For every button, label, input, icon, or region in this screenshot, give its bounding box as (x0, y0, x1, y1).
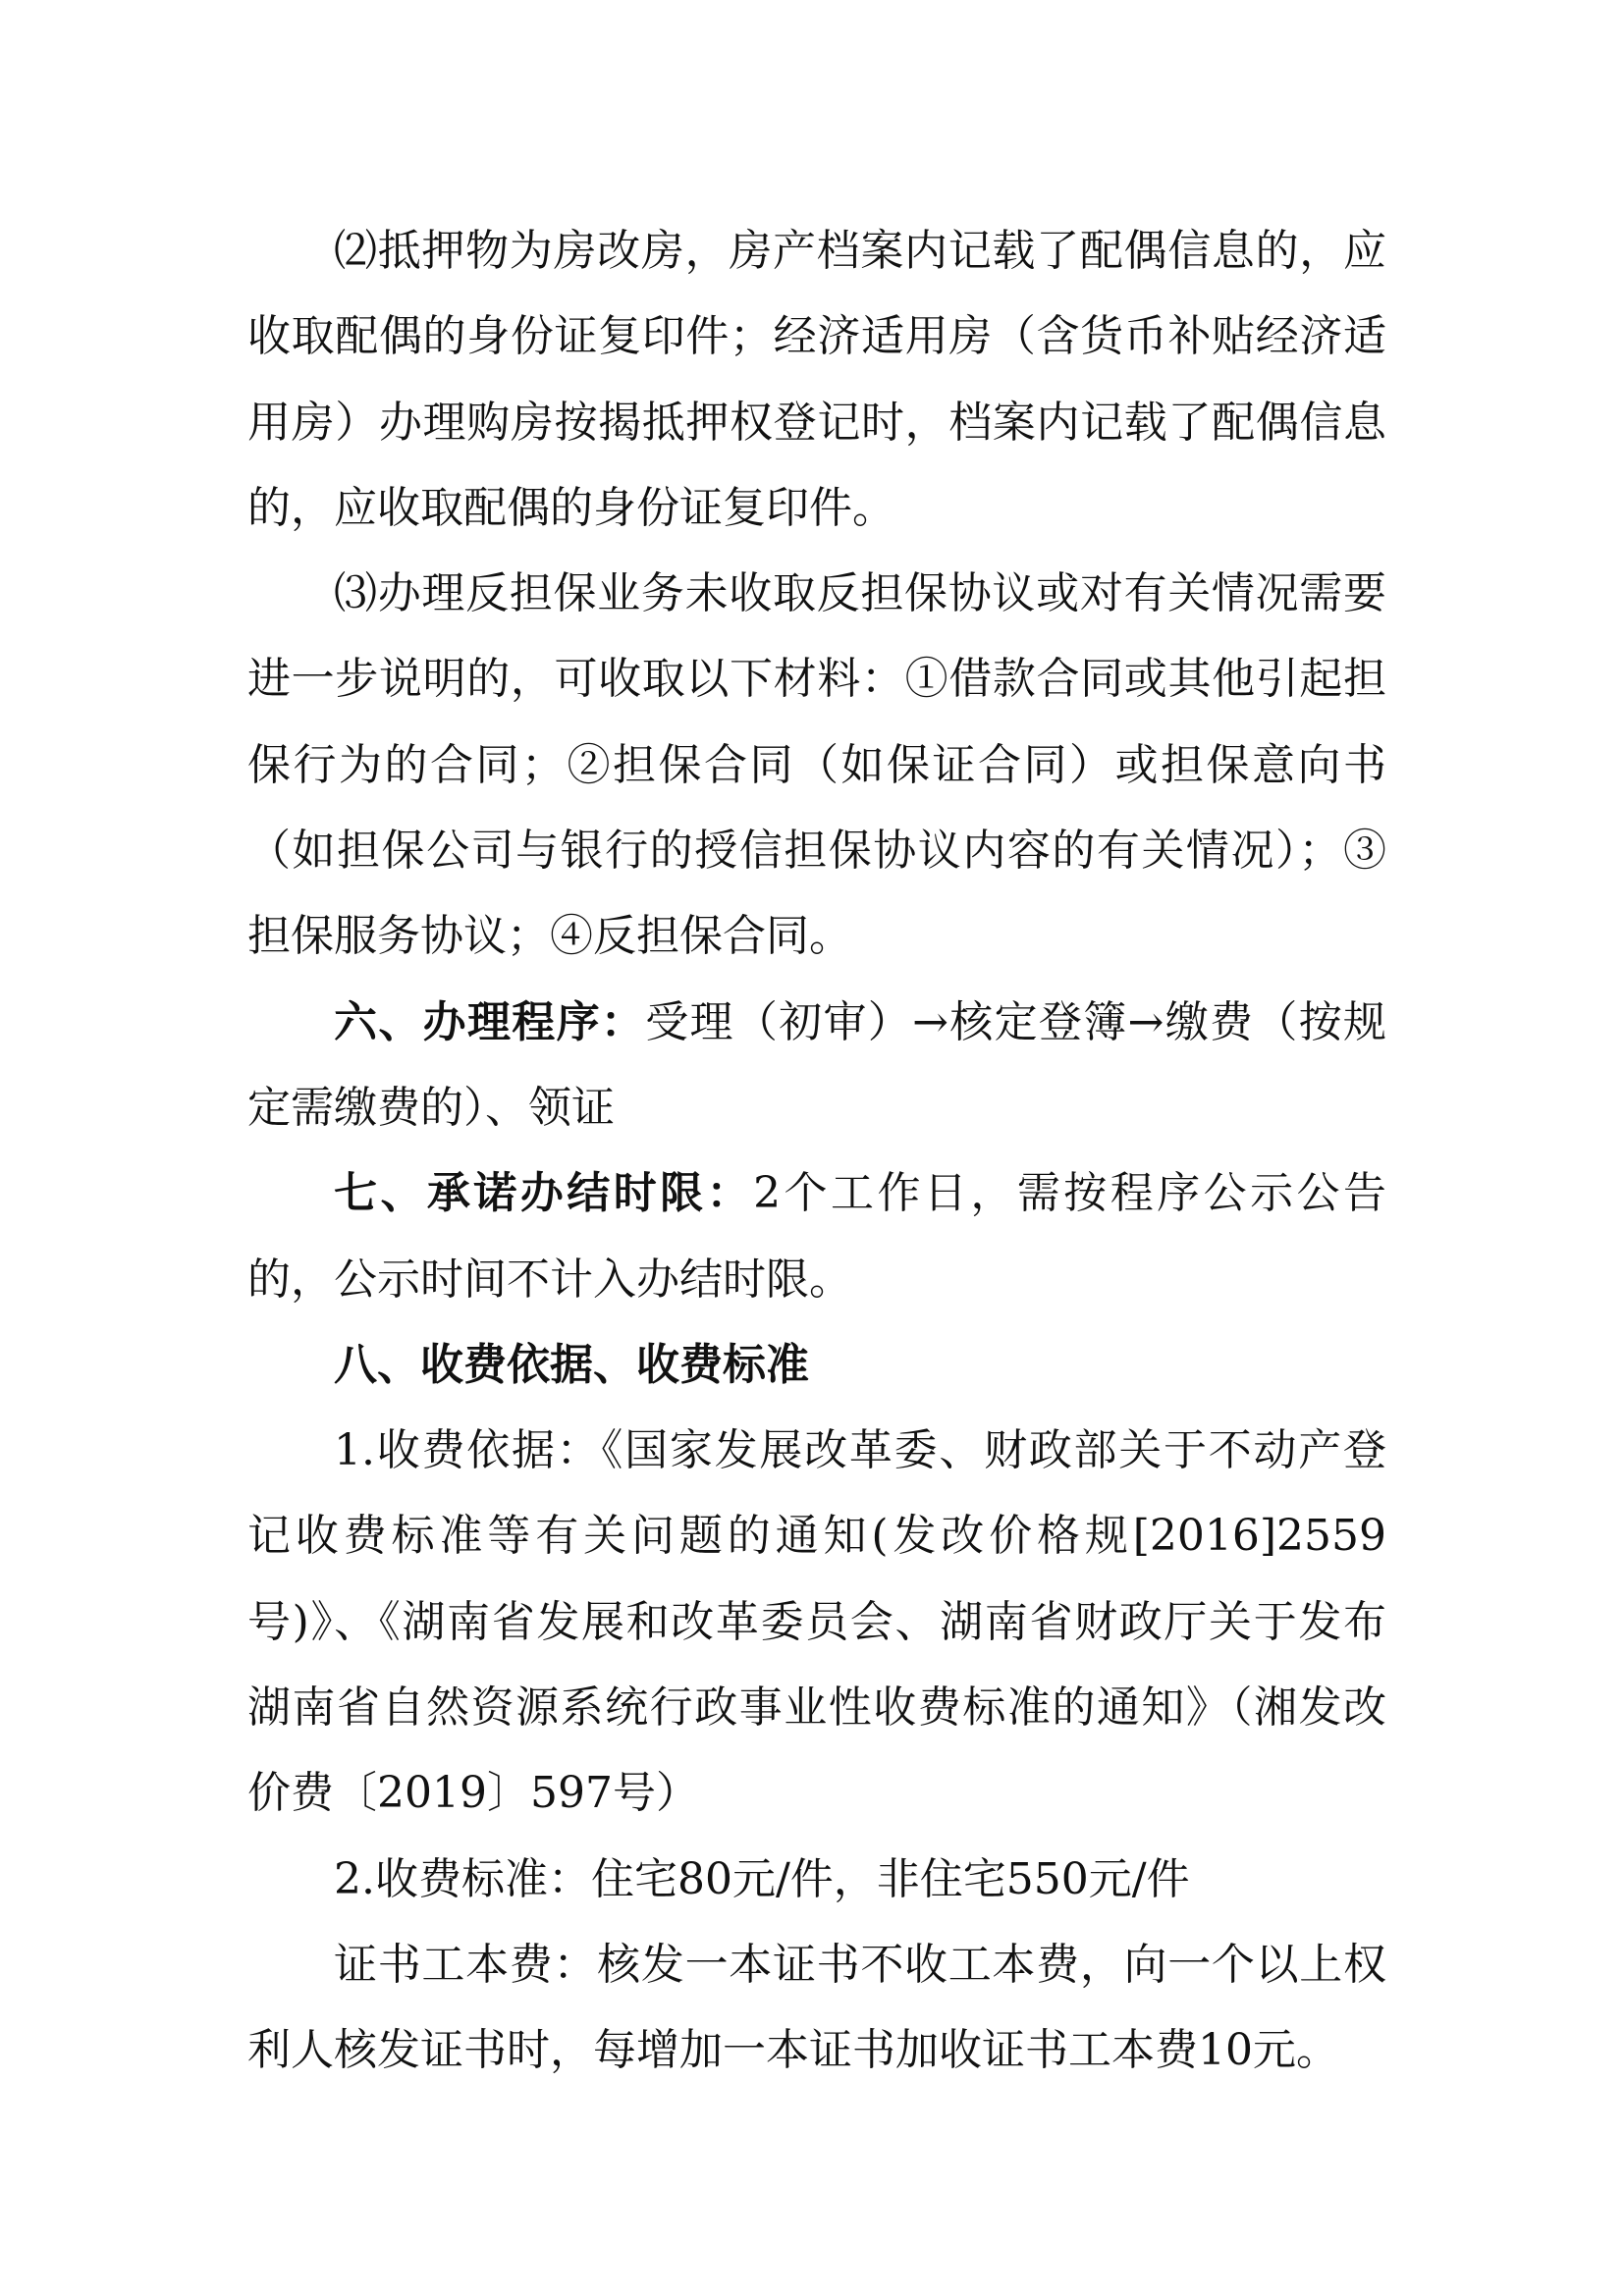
paragraph-fee-standard (247, 1837, 1386, 1922)
paragraph-fee-basis (247, 1408, 1386, 1836)
section-fee-heading (247, 1322, 1386, 1408)
paragraph-text: 证书工本费：核发一本证书不收工本费，向一个以上权利人核发证书时，每增加一本证书加收证书工本费10元。 (247, 1939, 1386, 2076)
paragraph-text: ⑵抵押物为房改房，房产档案内记载了配偶信息的，应收取配偶的身份证复印件；经济适用房（含货币补贴经济适用房）办理购房按揭抵押权登记时，档案内记载了配偶信息的，应收取配偶的身份证复印件。 (247, 226, 1386, 533)
section-time-limit-text: 2个工作日，需按程序公示公告的，公示时间不计入办结时限。 (247, 1168, 1386, 1305)
paragraph-certificate-fee (247, 1922, 1386, 2094)
paragraph-counter-guarantee (247, 551, 1386, 979)
paragraph-text: ⑶办理反担保业务未收取反担保协议或对有关情况需要进一步说明的，可收取以下材料：①借款合同或其他引起担保行为的合同；②担保合同（如保证合同）或担保意向书（如担保公司与银行的授信担保协议内容的有关情况）；③担保服务协议；④反担保合同。 (247, 568, 1386, 962)
section-time-limit (247, 1150, 1386, 1322)
paragraph-mortgage-housing-reform (247, 208, 1386, 551)
section-procedure (247, 980, 1386, 1151)
section-fee-heading-text: 八、收费依据、收费标准 (334, 1339, 809, 1390)
section-procedure-heading: 六、办理程序： (334, 996, 646, 1047)
section-procedure-text: 受理（初审）→核定登簿→缴费（按规定需缴费的）、领证 (247, 996, 1387, 1133)
paragraph-text: 1.收费依据：《国家发展改革委、财政部关于不动产登记收费标准等有关问题的通知(发改价格规[2016]2559号)》、《湖南省发展和改革委员会、湖南省财政厅关于发布湖南省自然资源系统行政事业性收费标准的通知》（湘发改价费〔2019〕597号） (247, 1425, 1386, 1819)
section-time-limit-heading: 七、承诺办结时限： (334, 1168, 754, 1219)
paragraph-text: 2.收费标准：住宅80元/件，非住宅550元/件 (334, 1853, 1190, 1904)
document-page (247, 208, 1386, 2094)
